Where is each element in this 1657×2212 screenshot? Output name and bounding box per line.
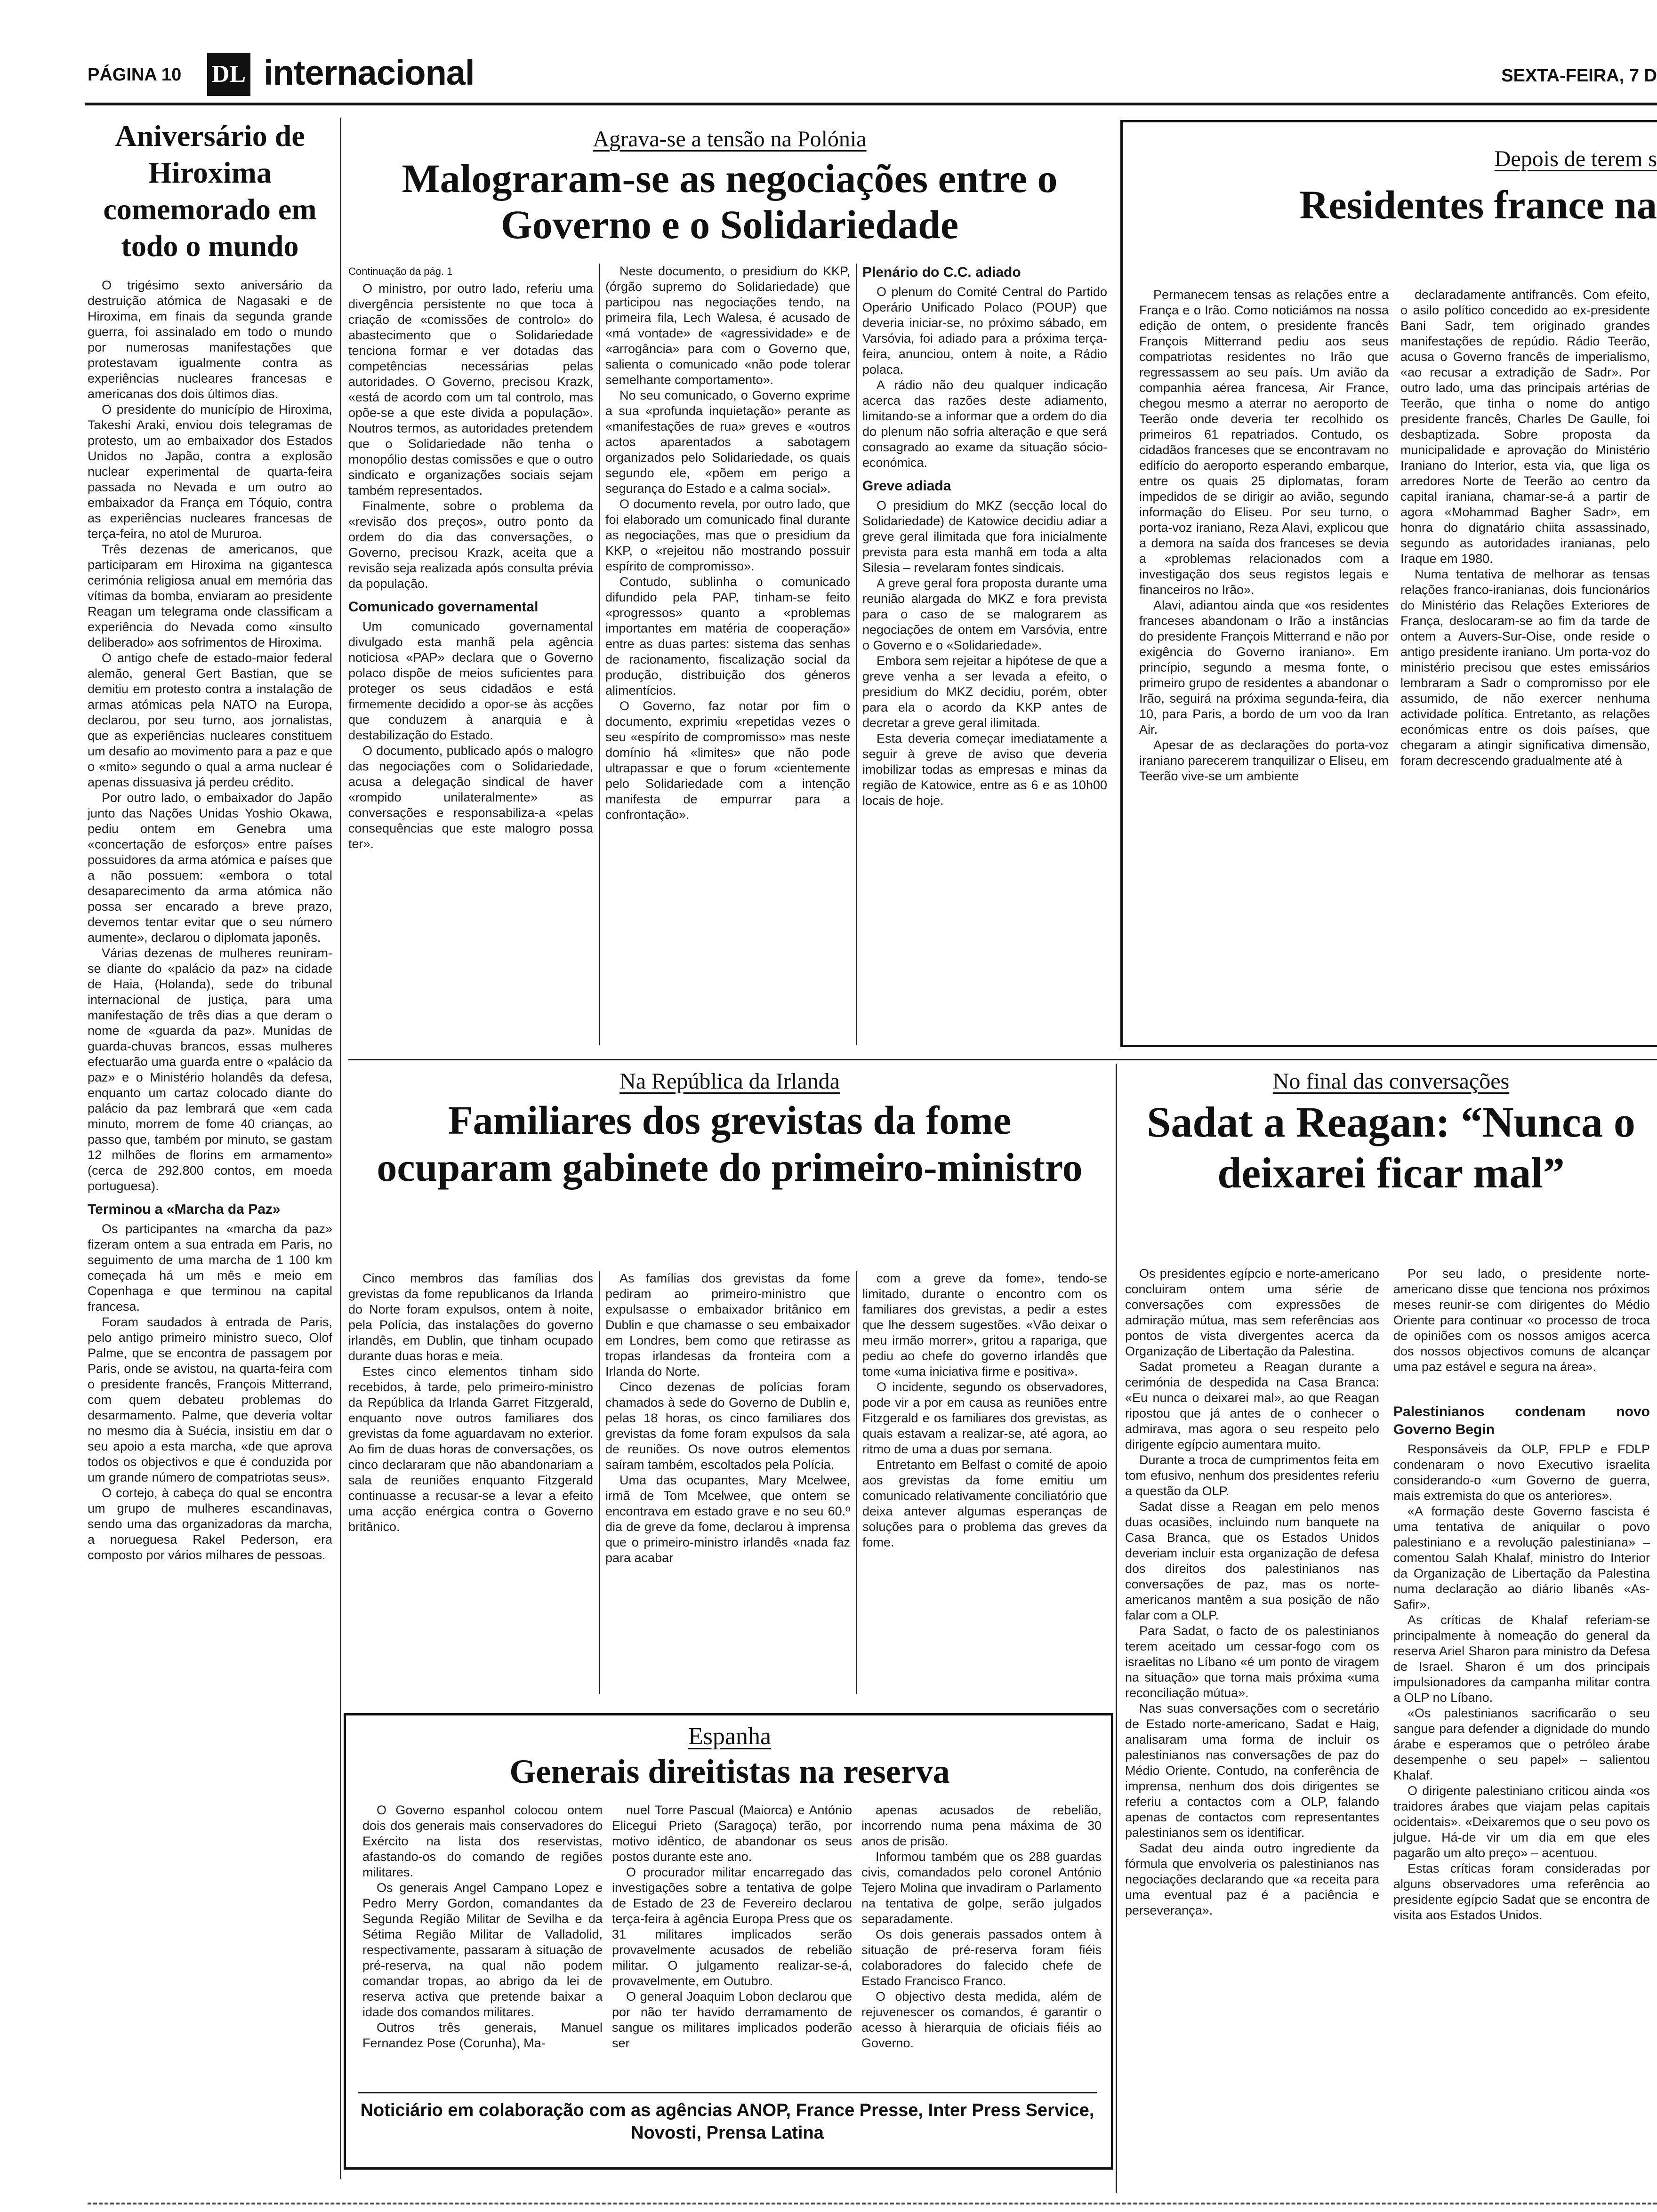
residentes-col-2 xyxy=(1400,287,1650,1031)
paragraph: Três dezenas de americanos, que participaram em Hiroxima na gigantesca cerimónia religiosa anual em memória das vítimas da bomba, enviaram ao presidente Reagan um telegrama onde classificam a experiência do Nevada como «insulto deliberado» aos sofrimentos de Hiroxima. xyxy=(88,542,332,649)
paragraph: Responsáveis da OLP, FPLP e FDLP condenaram o novo Executivo israelita considerando-o «um Governo de guerra, mais extremista do que os anteriores». xyxy=(1393,1442,1650,1503)
paragraph: Cinco membros das famílias dos grevistas da fome republicanos da Irlanda do Norte foram expulsos, ontem à noite, pela Polícia, das instalações do governo irlandês, em Dublin, que tinham ocupado durante duas horas e meia. xyxy=(348,1271,593,1363)
paragraph: Nas suas conversações com o secretário de Estado norte-americano, Sadat e Haig, analisaram uma forma de incluir os palestinianos nas conversações de paz do Médio Oriente. Contudo, na conferência de imprensa, nenhum dos dois dirigentes se referiu a contactos com a OLP, falando apenas de contactos com representantes palestinianos sem os identificar. xyxy=(1125,1701,1379,1840)
agencies-divider xyxy=(358,2092,1097,2093)
subheading: Plenário do C.C. adiado xyxy=(862,264,1021,280)
paragraph: Várias dezenas de mulheres reuniram-se diante do «palácio da paz» na cidade de Haia, (Holanda), sede do tribunal internacional de justiça, para uma manifestação de três dias a que deram o nome de «guarda da paz». Munidas de guarda-chuvas brancos, essas mulheres efectuarão uma guarda entre o «palácio da paz» e o Ministério holandês da defesa, enquanto um cartaz colocado diante do palácio da paz lembrará que «em cada minuto, morrem de fome 40 crianças, ao passo que, também por minuto, se gastam 12 milhões de florins em armamento» (cerca de 292.800 contos, em moeda portuguesa). xyxy=(88,946,332,1193)
polonia-col-1 xyxy=(348,264,593,1054)
paragraph: Um comunicado governamental divulgado esta manhã pela agência noticiosa «PAP» declara que o Governo polaco dispõe de meios suficientes para proteger os seus cidadãos e está firmemente decidido a opor-se às acções que conduzem à anarquia e à destabilização do Estado. xyxy=(348,619,593,742)
page-date: SEXTA-FEIRA, 7 D xyxy=(1501,66,1657,86)
paragraph: As famílias dos grevistas da fome pediram ao primeiro-ministro que expulsasse o embaixador britânico em Dublin e que chamasse o seu embaixador em Londres, bem como que retirasse as tropas irlandesas da fronteira com a Irlanda do Norte. xyxy=(605,1271,850,1378)
paragraph: O dirigente palestiniano criticou ainda «os traidores árabes que viajam pelas capitais ocidentais». «Deixaremos que o seu povo os julgue. Há-de vir um dia em que eles pagarão um alto preço» – acentuou. xyxy=(1393,1784,1650,1860)
paragraph: Neste documento, o presidium do KKP, (órgão supremo do Solidariedade) que participou nas negociações tendo, na primeira fila, Lech Walesa, é acusado de «má vontade» de «agressividade» e de «arrogância» para com o Governo que, salienta o comunicado «não pode tolerar semelhante comportamento». xyxy=(605,264,850,387)
paragraph: Numa tentativa de melhorar as tensas relações franco-iranianas, dois funcionários do Ministério das Relações Exteriores de França, deslocaram-se ao fim da tarde de ontem a Auvers-Sur-Oise, onde reside o antigo presidente iraniano. Um porta-voz do ministério precisou que estes emissários lembraram a Sadr o compromisso por ele assumido, de não exercer nenhuma actividade política. Entretanto, as relações económicas entre os dois países, que chegaram a atingir significativa dimensão, foram decrescendo gradualmente até à xyxy=(1400,567,1650,768)
paragraph: Estes cinco elementos tinham sido recebidos, à tarde, pelo primeiro-ministro da República da Irlanda Garret Fitzgerald, enquanto nove outros familiares dos grevistas da fome aguardavam no exterior. Ao fim de duas horas de conversações, os cinco declararam que não abandonariam a sala de reuniões enquanto Fitzgerald continuasse a recusar-se a levar a efeito uma acção enérgica contra o Governo britânico. xyxy=(348,1364,593,1534)
paragraph: O presidente do município de Hiroxima, Takeshi Araki, enviou dois telegramas de protesto, um ao embaixador dos Estados Unidos no Japão, contra a explosão nuclear experimental de quarta-feira passada no Nevada e um outro ao embaixador da França em Tóquio, contra as experiências nucleares francesas de terça-feira, no atol de Mururoa. xyxy=(88,402,332,541)
paragraph: Permanecem tensas as relações entre a França e o Irão. Como noticiámos na nossa edição de ontem, o presidente francês François Mitterrand pediu aos seus compatriotas residentes no Irão que regressassem ao seu país. Um avião da companhia aérea francesa, Air France, chegou mesmo a aterrar no aeroporto de Teerão onde deveria ter recolhido os primeiros 61 repatriados. Contudo, os cidadãos franceses que se encontravam no edifício do aeroporto esperando embarque, entre os quais 25 diplomatas, foram impedidos de se dirigir ao avião, segundo informação do Eliseu. Por seu turno, o porta-voz iraniano, Reza Alavi, explicou que a demora na saída dos franceses se devia a «problemas relacionados com a investigação dos seus registos legais e financeiros no Irão». xyxy=(1139,288,1389,597)
paragraph: O documento, publicado após o malogro das negociações com o Solidariedade, acusa a delegação sindical de haver «rompido unilateralmente» as conversações e responsabiliza-a «pelas consequências que este malogro possa ter». xyxy=(348,744,593,851)
paragraph: declaradamente antifrancês. Com efeito, o asilo político concedido ao ex-presidente Bani Sadr, tem originado grandes manifestações de repúdio. Rádio Teerão, acusa o Governo francês de imperialismo, «ao recusar a extradição de Sadr». Por outro lado, uma das principais artérias de Teerão, que tinha o nome do antigo presidente francês, Charles De Gaulle, foi desbaptizada. Sobre proposta da municipalidade e aprovação do Ministério Iraniano do Interior, esta via, que liga os arredores Norte de Teerão ao centro da capital iraniana, chamar-se-á a partir de agora «Mohammad Bagher Sadr», em honra do dignatário chiita assassinado, segundo as autoridades iranianas, pelo Iraque em 1980. xyxy=(1400,288,1650,566)
section-divider xyxy=(348,1059,1657,1060)
polonia-kicker: Agrava-se a tensão na Polónia xyxy=(593,127,867,152)
paragraph: Uma das ocupantes, Mary Mcelwee, irmã de Tom Mcelwee, que ontem se encontrava em estado grave e no seu 60.º dia de greve da fome, declarou à imprensa que o primeiro-ministro irlandês «nada faz para acabar xyxy=(605,1473,850,1565)
residentes-col-1 xyxy=(1139,287,1389,1031)
paragraph: Contudo, sublinha o comunicado difundido pela PAP, tinham-se feito «progressos» quanto a «problemas importantes em matéria de cooperação» entre as duas partes: sistema das senhas de racionamento, fiscalização social da produção, distribuição dos géneros alimentícios. xyxy=(605,575,850,697)
espanha-headline: Generais direitistas na reserva xyxy=(509,1753,950,1790)
column-divider xyxy=(856,264,857,1045)
paragraph: O ministro, por outro lado, referiu uma divergência persistente no que toca à criação de «comissões de controlo» do abastecimento que o Solidariedade tenciona formar e ver dotadas das competências necessárias pelas autoridades. O Governo, precisou Krazk, «está de acordo com um tal controlo, mas opõe-se a que este divida a população». Noutros termos, as autoridades pretendem que o Solidariedade não tenha o monopólio destas comissões e que o outro sindicato e organizações sociais sejam também representados. xyxy=(348,281,593,497)
paragraph: Os dois generais passados ontem à situação de pré-reserva foram fiéis colaboradores do falecido chefe de Estado Francisco Franco. xyxy=(861,1927,1102,1988)
paragraph: Informou também que os 288 guardas civis, comandados pelo coronel António Tejero Molina que invadiram o Parlamento na tentativa de golpe, serão julgados separadamente. xyxy=(861,1850,1102,1926)
paragraph: Entretanto em Belfast o comité de apoio aos grevistas da fome emitiu um comunicado relativamente conciliatório que deixa antever algumas esperanças de soluções para o problema das greves da fome. xyxy=(862,1458,1107,1549)
subheading: Comunicado governamental xyxy=(348,599,539,615)
paragraph: Os generais Angel Campano Lopez e Pedro Merry Gordon, comandantes da Segunda Região Militar de Sevilha e da Sétima Região Militar de Valladolid, respectivamente, passaram à situação de pré-reserva, na qual não podem comandar tropas, ao abrigo da lei de reserva activa que pretende baixar a idade dos comandos militares. xyxy=(362,1881,603,2019)
bottom-cut-line xyxy=(88,2203,1657,2204)
column-divider xyxy=(856,1271,857,1694)
section-logo: DL xyxy=(207,53,250,96)
polonia-col-2 xyxy=(605,264,850,1054)
residentes-kicker: Depois de terem s xyxy=(1494,146,1657,171)
continuation-note: Continuação da pág. 1 xyxy=(348,265,453,277)
paragraph: Embora sem rejeitar a hipótese de que a greve venha a ser levada a efeito, o presidium do MKZ decidiu, porém, obter para ela o acordo da KKP antes de decretar a greve geral ilimitada. xyxy=(862,654,1107,730)
paragraph: O objectivo desta medida, além de rejuvenescer os comandos, é garantir o acesso à hierarquia de oficiais fiéis ao Governo. xyxy=(861,1989,1102,2050)
paragraph: O general Joaquim Lobon declarou que por não ter havido derramamento de sangue os militares implicados poderão ser xyxy=(612,1989,852,2050)
paragraph: Apesar de as declarações do porta-voz iraniano parecerem tranquilizar o Eliseu, em Teerão vive-se um ambiente xyxy=(1139,738,1389,783)
paragraph: Por seu lado, o presidente norte-americano disse que tenciona nos próximos meses reunir-se com dirigentes do Médio Oriente para continuar «o processo de troca de opiniões com os nossos amigos acerca dos nossos objectivos comuns de alcançar uma paz estável e segura na área». xyxy=(1393,1266,1650,1374)
paragraph: Durante a troca de cumprimentos feita em tom efusivo, nenhum dos presidentes referiu a questão da OLP. xyxy=(1125,1453,1379,1498)
paragraph: A rádio não deu qualquer indicação acerca das razões deste adiamento, limitando-se a informar que a ordem do dia do plenum não sofria alteração e que será consagrado ao exame da situação sócio-económica. xyxy=(862,378,1107,470)
paragraph: Para Sadat, o facto de os palestinianos terem aceitado um cessar-fogo com os israelitas no Líbano «é um ponto de viragem na situação» que torna mais próxima «uma reconciliação mútua». xyxy=(1125,1624,1379,1700)
paragraph: O Governo espanhol colocou ontem dois dos generais mais conservadores do Exército na lista dos reservistas, afastando-os do comando de regiões militares. xyxy=(362,1803,603,1879)
paragraph: O trigésimo sexto aniversário da destruição atómica de Nagasaki e de Hiroxima, em finais da segunda grande guerra, foi assinalado em todo o mundo por numerosas manifestações que protestavam igualmente contra as experiências nucleares francesas e americanas dos dois últimos dias. xyxy=(88,278,332,401)
irlanda-headline: Familiares dos grevistas da fome ocuparam gabinete do primeiro-ministro xyxy=(377,1098,1083,1190)
paragraph: O documento revela, por outro lado, que foi elaborado um comunicado final durante as negociações, mas que o presidium da KKP, o «rejeitou não mostrando possuir espírito de compromisso». xyxy=(605,497,850,573)
paragraph: «A formação deste Governo fascista é uma tentativa de aniquilar o povo palestiniano e a revolução palestiniana» – comentou Salah Khalaf, ministro do Interior da Organização de Libertação da Palestina numa declaração ao diário libanês «As-Safir». xyxy=(1393,1504,1650,1611)
espanha-col-3 xyxy=(861,1803,1102,2085)
espanha-kicker: Espanha xyxy=(688,1723,772,1750)
paragraph: nuel Torre Pascual (Maiorca) e António Elicegui Prieto (Saragoça) terão, por motivo idêntico, de abandonar os seus postos durante este ano. xyxy=(612,1803,852,1864)
hiroxima-body xyxy=(88,278,332,1563)
paragraph: Sadat deu ainda outro ingrediente da fórmula que envolveria os palestinianos nas negociações declarando que «a receita para uma eventual paz é a paciência e perseverança». xyxy=(1125,1841,1379,1917)
paragraph: As críticas de Khalaf referiam-se principalmente à nomeação do general da reserva Ariel Sharon para ministro da Defesa de Israel. Sharon é um dos principais impulsionadores da campanha militar contra a OLP no Líbano. xyxy=(1393,1613,1650,1705)
sadat-col-2 xyxy=(1393,1266,1650,2184)
residentes-headline: Residentes france na xyxy=(1299,182,1657,227)
paragraph: Estas críticas foram consideradas por alguns observadores uma referência ao presidente egípcio Sadat que se encontra de visita aos Estados Unidos. xyxy=(1393,1861,1650,1922)
irlanda-col-2 xyxy=(605,1271,850,1723)
agencies-credit: Noticiário em colaboração com as agências ANOP, France Presse, Inter Press Service, Novosti, Prensa Latina xyxy=(360,2100,1094,2143)
page-number: PÁGINA 10 xyxy=(88,65,182,85)
paragraph: Sadat disse a Reagan em pelo menos duas ocasiões, incluindo num banquete na Casa Branca, que os Estados Unidos deveriam incluir esta organização de defesa dos direitos dos palestinianos nas conversações de paz, mas os norte-americanos mantêm a sua posição de não falar com a OLP. xyxy=(1125,1499,1379,1622)
paragraph: O presidium do MKZ (secção local do Solidariedade) de Katowice decidiu adiar a greve geral ilimitada que fora inicialmente prevista para esta manhã em toda a alta Silesia – revelaram fontes sindicais. xyxy=(862,498,1107,575)
paragraph: Cinco dezenas de polícias foram chamados à sede do Governo de Dublin e, pelas 18 horas, os cinco familiares dos grevistas da fome foram expulsos da sala de reuniões. Os nove outros elementos saíram também, escoltados pela Polícia. xyxy=(605,1380,850,1472)
paragraph: «Os palestinianos sacrificarão o seu sangue para defender a dignidade do mundo árabe e esperamos que o petróleo árabe desempenhe o seu papel» – salientou Khalaf. xyxy=(1393,1706,1650,1782)
column-divider xyxy=(1116,1064,1117,2193)
polonia-headline: Malograram-se as negociações entre o Governo e o Solidariedade xyxy=(402,156,1058,247)
paragraph: apenas acusados de rebelião, incorrendo numa pena máxima de 30 anos de prisão. xyxy=(861,1803,1102,1848)
article-hiroxima xyxy=(88,118,332,2188)
column-divider xyxy=(599,1271,600,1694)
paragraph: com a greve da fome», tendo-se limitado, durante o encontro com os familiares dos grevistas, a pedir a estes que lhe dessem sugestões. «Vão deixar o meu irmão morrer», gritou a rapariga, que pediu ao chefe do governo irlandês que tome «uma iniciativa firme e positiva». xyxy=(862,1271,1107,1378)
paragraph: A greve geral fora proposta durante uma reunião alargada do MKZ e fora prevista para o caso de se malograrem as negociações de ontem em Varsóvia, entre o Governo e o «Solidariedade». xyxy=(862,576,1107,652)
subheading: Greve adiada xyxy=(862,478,951,494)
sadat-kicker: No final das conversações xyxy=(1272,1069,1510,1094)
paragraph: O incidente, segundo os observadores, pode vir a por em causa as reuniões entre Fitzgerald e os familiares dos grevistas, as quais estavam a realizar-se, até agora, ao ritmo de uma a duas por semana. xyxy=(862,1380,1107,1456)
paragraph: Alavi, adiantou ainda que «os residentes franceses abandonam o Irão a instâncias do presidente François Mitterrand e não por exigência do Governo iraniano». Em princípio, segundo a mesma fonte, o primeiro grupo de residentes a abandonar o Irão, seguirá na próxima segunda-feira, dia 10, para Paris, a bordo de um voo da Iran Air. xyxy=(1139,598,1389,737)
column-divider xyxy=(340,118,341,2179)
paragraph: Por outro lado, o embaixador do Japão junto das Nações Unidas Yoshio Okawa, pediu ontem em Genebra uma «concertação de esforços» entre países possuidores da arma atómica e países que a não possuem: «embora o total desaparecimento da arma atómica não possa ser encarado a breve prazo, devemos tentar evitar que o seu número aumente», declarou o diplomata japonês. xyxy=(88,791,332,945)
paragraph: No seu comunicado, o Governo exprime a sua «profunda inquietação» perante as «manifestações de rua» greves e «outros actos aparentados a sabotagem organizados pelo Solidariedade, os quais segundo ele, «põem em perigo a segurança do Estado e a calma social». xyxy=(605,388,850,496)
paragraph: Os presidentes egípcio e norte-americano concluiram ontem uma série de conversações com expressões de admiração mútua, mas sem referências aos pontos de vista divergentes acerca da Organização de Libertação da Palestina. xyxy=(1125,1266,1379,1358)
paragraph: O Governo, faz notar por fim o documento, exprimiu «repetidas vezes o seu «espírito de compromisso» mas neste domínio há «limites» que não pode ultrapassar e que o forum «cientemente pelo Solidariedade com a intenção manifesta de empurrar para a confrontação». xyxy=(605,699,850,822)
paragraph: Foram saudados à entrada de Paris, pelo antigo primeiro ministro sueco, Olof Palme, que se encontra de passagem por Paris, onde se avistou, na quarta-feira com o presidente francês, François Mitterrand, com quem debateu problemas do desarmamento. Palme, que deveria voltar no mesmo dia à Suécia, insistiu em dar o seu apoio a esta marcha, «de que aprova todos os objectivos e que é conduzida por um grande número de compatriotas seus». xyxy=(88,1315,332,1484)
hiroxima-headline: Aniversário de Hiroxima comemorado em todo o mundo xyxy=(103,119,317,263)
paragraph: O cortejo, à cabeça do qual se encontra um grupo de mulheres escandinavas, sendo uma das organizadoras da marcha, a norueguesa Rakel Pederson, era composto por vários milhares de pessoas. xyxy=(88,1486,332,1562)
polonia-col-3 xyxy=(862,264,1107,1054)
espanha-col-2 xyxy=(612,1803,852,2085)
paragraph: Esta deveria começar imediatamente a seguir à greve de aviso que deveria imobilizar todas as empresas e minas da região de Katowice, entre as 6 e as 10h00 locais de hoje. xyxy=(862,731,1107,808)
subheading: Terminou a «Marcha da Paz» xyxy=(88,1202,281,1217)
irlanda-kicker: Na República da Irlanda xyxy=(619,1069,840,1094)
section-title: internacional xyxy=(264,53,475,92)
paragraph: Finalmente, sobre o problema da «revisão dos preços», outro ponto da ordem do dia das conversações, o Governo, precisou Krazk, aceita que a revisão seja realizada após consulta prévia da população. xyxy=(348,499,593,591)
paragraph: Outros três generais, Manuel Fernandez Pose (Corunha), Ma- xyxy=(362,2020,603,2050)
sadat-headline: Sadat a Reagan: “Nunca o deixarei ficar mal” xyxy=(1147,1098,1635,1197)
paragraph: Os participantes na «marcha da paz» fizeram ontem a sua entrada em Paris, no seguimento de uma marcha de 1 100 km começada há um mês e meio em Copenhaga e que terminou na capital francesa. xyxy=(88,1222,332,1314)
paragraph: O antigo chefe de estado-maior federal alemão, general Gert Bastian, que se demitiu em protesto contra a instalação de armas atómicas pela NATO na Europa, declarou, por seu turno, aos jornalistas, que as experiências nucleares constituem um desafio ao movimento para a paz e que o «mito» segundo o qual a arma nuclear é apenas dissuasiva já perdeu crédito. xyxy=(88,651,332,789)
espanha-col-1 xyxy=(362,1803,603,2085)
irlanda-col-1 xyxy=(348,1271,593,1723)
paragraph: O procurador militar encarregado das investigações sobre a tentativa de golpe de Estado de 23 de Fevereiro declarou terça-feira à agência Europa Press que os 31 militares implicados serão provavelmente acusados de rebelião militar. O julgamento realizar-se-á, provavelmente, em Outubro. xyxy=(612,1865,852,1988)
paragraph: Sadat prometeu a Reagan durante a cerimónia de despedida na Casa Branca: «Eu nunca o deixarei mal», ao que Reagan ripostou que já antes de o conhecer o admirava, mas agora o seu respeito pelo dirigente egípcio aumentara muito. xyxy=(1125,1360,1379,1451)
subheading: Palestinianos condenam novo Governo Begin xyxy=(1393,1404,1650,1437)
sadat-col-1 xyxy=(1125,1266,1379,2184)
irlanda-col-3 xyxy=(862,1271,1107,1723)
column-divider xyxy=(599,264,600,1045)
paragraph: O plenum do Comité Central do Partido Operário Unificado Polaco (POUP) que deveria iniciar-se, no próximo sábado, em Varsóvia, foi adiado para a próxima terça-feira, anunciou, ontem à noite, a Rádio polaca. xyxy=(862,285,1107,377)
header-rule xyxy=(85,103,1657,105)
